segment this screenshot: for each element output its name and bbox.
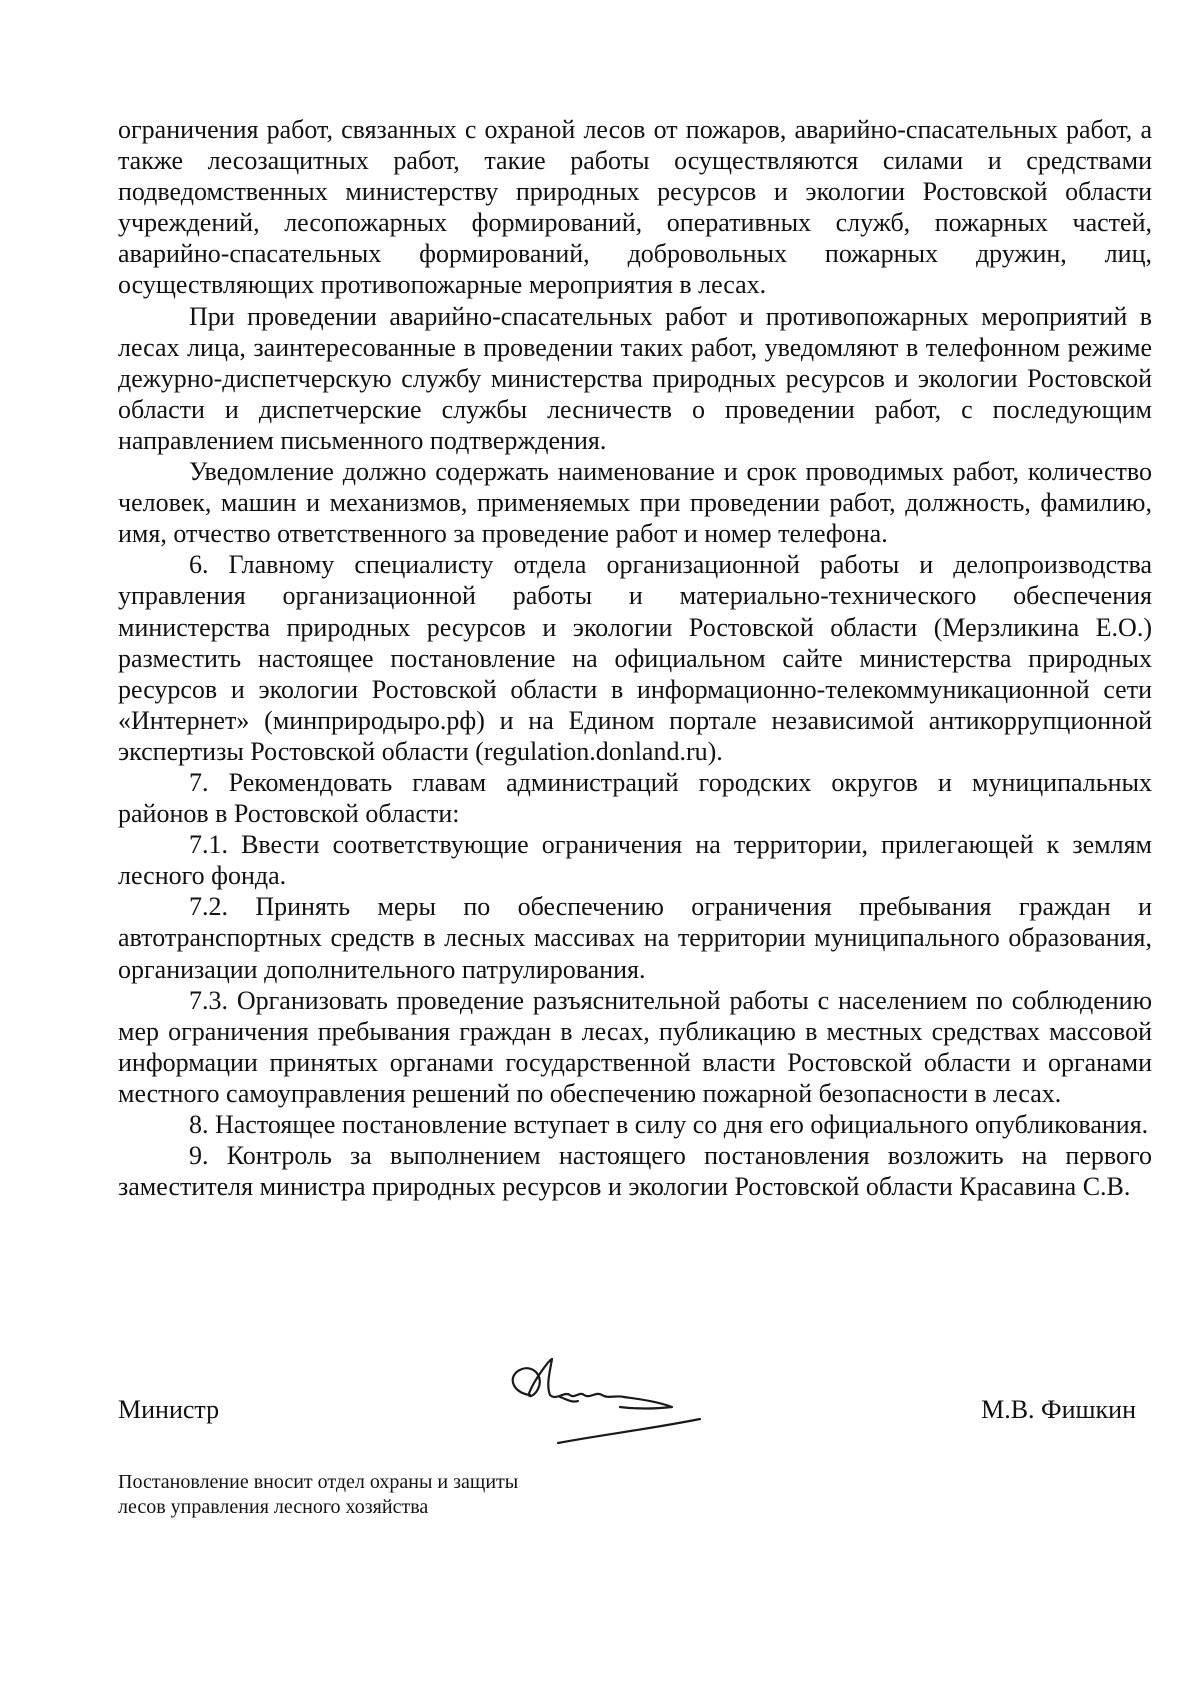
handwritten-signature [500,1355,720,1445]
prepared-by-note [118,1470,638,1520]
paragraph-item-7: 7. Рекомендовать главам администраций городских округов и муниципальных районов в Ростовской области: [118,767,1152,829]
paragraph-notification-procedure: При проведении аварийно-спасательных работ и противопожарных мероприятий в лесах лица, заинтересованные в проведении таких работ, уведомляют в телефонном режиме дежурно-диспетчерскую службу министерства природных ресурсов и экологии Ростовской области и диспетчерские службы лесничеств о проведении работ, с последующим направлением письменного подтверждения. [118,301,1152,455]
paragraph-item-7-3: 7.3. Организовать проведение разъяснительной работы с населением по соблюдению мер ограничения пребывания граждан в лесах, публикацию в местных средствах массовой информации принятых органами государственной власти Ростовской области и органами местного самоуправления решений по обеспечению пожарной безопасности в лесах. [118,985,1152,1108]
prepared-by-line-2: лесов управления лесного хозяйства [118,1496,429,1518]
paragraph-notification-content: Уведомление должно содержать наименование и срок проводимых работ, количество человек, машин и механизмов, применяемых при проведении работ, должность, фамилию, имя, отчество ответственного за проведение работ и номер телефона. [118,457,1152,549]
paragraph-item-7-1: 7.1. Ввести соответствующие ограничения на территории, прилегающей к землям лесного фонда. [118,830,1152,891]
paragraph-item-8: 8. Настоящее постановление вступает в силу со дня его официального опубликования. [189,1110,1149,1139]
paragraph-item-7-2: 7.2. Принять меры по обеспечению ограничения пребывания граждан и автотранспортных средств в лесных массивах на территории муниципального образования, организации дополнительного патрулирования. [118,892,1152,984]
paragraph-item-6: 6. Главному специалисту отдела организационной работы и делопроизводства управления организационной работы и материально-технического обеспечения министерства природных ресурсов и экологии Ростовской области (Мерзликина Е.О.) разместить настоящее постановление на официальном сайте министерства природных ресурсов и экологии Ростовской области в информационно-телекоммуникационной сети «Интернет» (минприродыро.рф) и на Едином портале независимой антикоррупционной экспертизы Ростовской области (regulation.donland.ru). [118,550,1152,766]
paragraph-item-9: 9. Контроль за выполнением настоящего постановления возложить на первого заместителя министра природных ресурсов и экологии Ростовской области Красавина С.В. [118,1141,1152,1202]
prepared-by-line-1: Постановление вносит отдел охраны и защиты [118,1471,519,1493]
signatory-title: Министр [118,1395,220,1424]
document-body [118,114,1152,1202]
signatory-name: М.В. Фишкин [981,1395,1136,1424]
paragraph-fire-works-continuation: ограничения работ, связанных с охраной лесов от пожаров, аварийно-спасательных работ, а также лесозащитных работ, такие работы осуществляются силами и средствами подведомственных министерству природных ресурсов и экологии Ростовской области учреждений, лесопожарных формирований, оперативных служб, пожарных частей, аварийно-спасательных формирований, добровольных пожарных дружин, лиц, осуществляющих противопожарные мероприятия в лесах. [118,115,1152,300]
